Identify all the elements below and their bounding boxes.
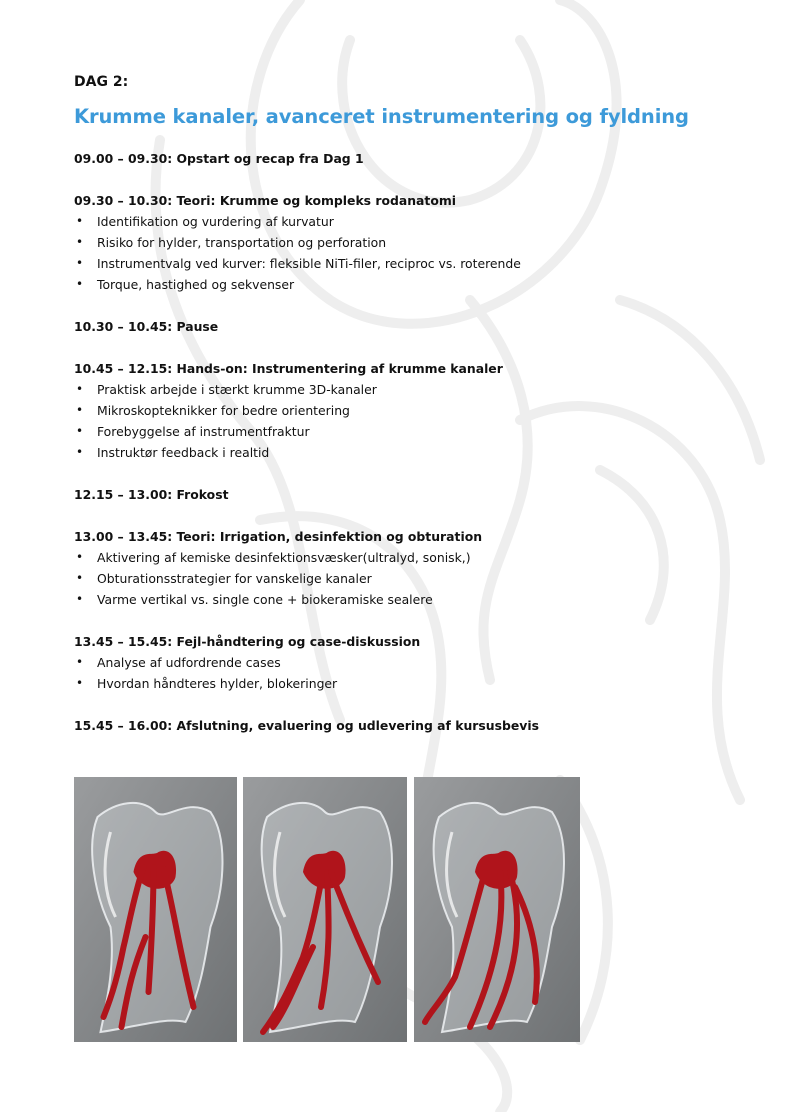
slot-heading: 13.45 – 15.45: Fejl-håndtering og case-diskussion xyxy=(74,634,421,649)
bullet-icon: • xyxy=(76,550,84,564)
bullet-text: Mikroskopteknikker for bedre orientering xyxy=(97,403,350,418)
bullet-text: Torque, hastighed og sekvenser xyxy=(97,277,295,292)
bullet-list xyxy=(74,547,734,610)
schedule-slot xyxy=(74,484,734,505)
day-label: DAG 2: xyxy=(74,74,129,90)
document-body xyxy=(74,72,734,736)
bullet-item xyxy=(74,421,734,442)
bullet-item xyxy=(74,652,734,673)
bullet-icon: • xyxy=(76,403,84,417)
tooth-root-canal-model-icon xyxy=(243,777,407,1042)
bullet-text: Praktisk arbejde i stærkt krumme 3D-kanaler xyxy=(97,382,377,397)
slot-heading: 13.00 – 13.45: Teori: Irrigation, desinfektion og obturation xyxy=(74,529,483,544)
schedule-slot xyxy=(74,526,734,610)
bullet-list xyxy=(74,211,734,295)
schedule-slot xyxy=(74,316,734,337)
bullet-text: Forebyggelse af instrumentfraktur xyxy=(97,424,310,439)
bullet-text: Obturationsstrategier for vanskelige kanaler xyxy=(97,571,372,586)
slot-heading: 10.30 – 10.45: Pause xyxy=(74,319,219,334)
bullet-item xyxy=(74,442,734,463)
page-title: Krumme kanaler, avanceret instrumentering og fyldning xyxy=(74,105,689,128)
bullet-text: Varme vertikal vs. single cone + biokeramiske sealere xyxy=(97,592,433,607)
bullet-item xyxy=(74,232,734,253)
bullet-item xyxy=(74,547,734,568)
bullet-icon: • xyxy=(76,424,84,438)
bullet-item xyxy=(74,253,734,274)
schedule-slot xyxy=(74,148,734,169)
schedule-slot xyxy=(74,715,734,736)
bullet-icon: • xyxy=(76,571,84,585)
bullet-text: Instrumentvalg ved kurver: fleksible NiTi-filer, reciproc vs. roterende xyxy=(97,256,521,271)
bullet-text: Analyse af udfordrende cases xyxy=(97,655,281,670)
bullet-icon: • xyxy=(76,445,84,459)
bullet-item xyxy=(74,568,734,589)
tooth-root-canal-model-icon xyxy=(74,777,237,1042)
bullet-icon: • xyxy=(76,214,84,228)
slot-heading: 09.30 – 10.30: Teori: Krumme og kompleks rodanatomi xyxy=(74,193,457,208)
bullet-item xyxy=(74,379,734,400)
schedule xyxy=(74,148,734,736)
bullet-item xyxy=(74,673,734,694)
bullet-text: Risiko for hylder, transportation og perforation xyxy=(97,235,387,250)
bullet-icon: • xyxy=(76,655,84,669)
bullet-list xyxy=(74,652,734,694)
bullet-icon: • xyxy=(76,676,84,690)
bullet-icon: • xyxy=(76,382,84,396)
bullet-text: Hvordan håndteres hylder, blokeringer xyxy=(97,676,338,691)
bullet-text: Identifikation og vurdering af kurvatur xyxy=(97,214,334,229)
bullet-item xyxy=(74,274,734,295)
bullet-icon: • xyxy=(76,256,84,270)
bullet-text: Aktivering af kemiske desinfektionsvæsker(ultralyd, sonisk,) xyxy=(97,550,471,565)
bullet-item xyxy=(74,400,734,421)
schedule-slot xyxy=(74,358,734,463)
schedule-slot xyxy=(74,631,734,694)
bullet-item xyxy=(74,589,734,610)
bullet-icon: • xyxy=(76,235,84,249)
bullet-icon: • xyxy=(76,592,84,606)
tooth-root-canal-model-icon xyxy=(414,777,580,1042)
schedule-slot xyxy=(74,190,734,295)
tooth-model-photo-1 xyxy=(74,777,237,1042)
slot-heading: 12.15 – 13.00: Frokost xyxy=(74,487,229,502)
slot-heading: 09.00 – 09.30: Opstart og recap fra Dag 1 xyxy=(74,151,364,166)
bullet-text: Instruktør feedback i realtid xyxy=(97,445,270,460)
slot-heading: 10.45 – 12.15: Hands-on: Instrumentering af krumme kanaler xyxy=(74,361,503,376)
bullet-list xyxy=(74,379,734,463)
bullet-item xyxy=(74,211,734,232)
bullet-icon: • xyxy=(76,277,84,291)
tooth-model-photo-3 xyxy=(414,777,580,1042)
tooth-model-photo-2 xyxy=(243,777,407,1042)
slot-heading: 15.45 – 16.00: Afslutning, evaluering og udlevering af kursusbevis xyxy=(74,718,539,733)
